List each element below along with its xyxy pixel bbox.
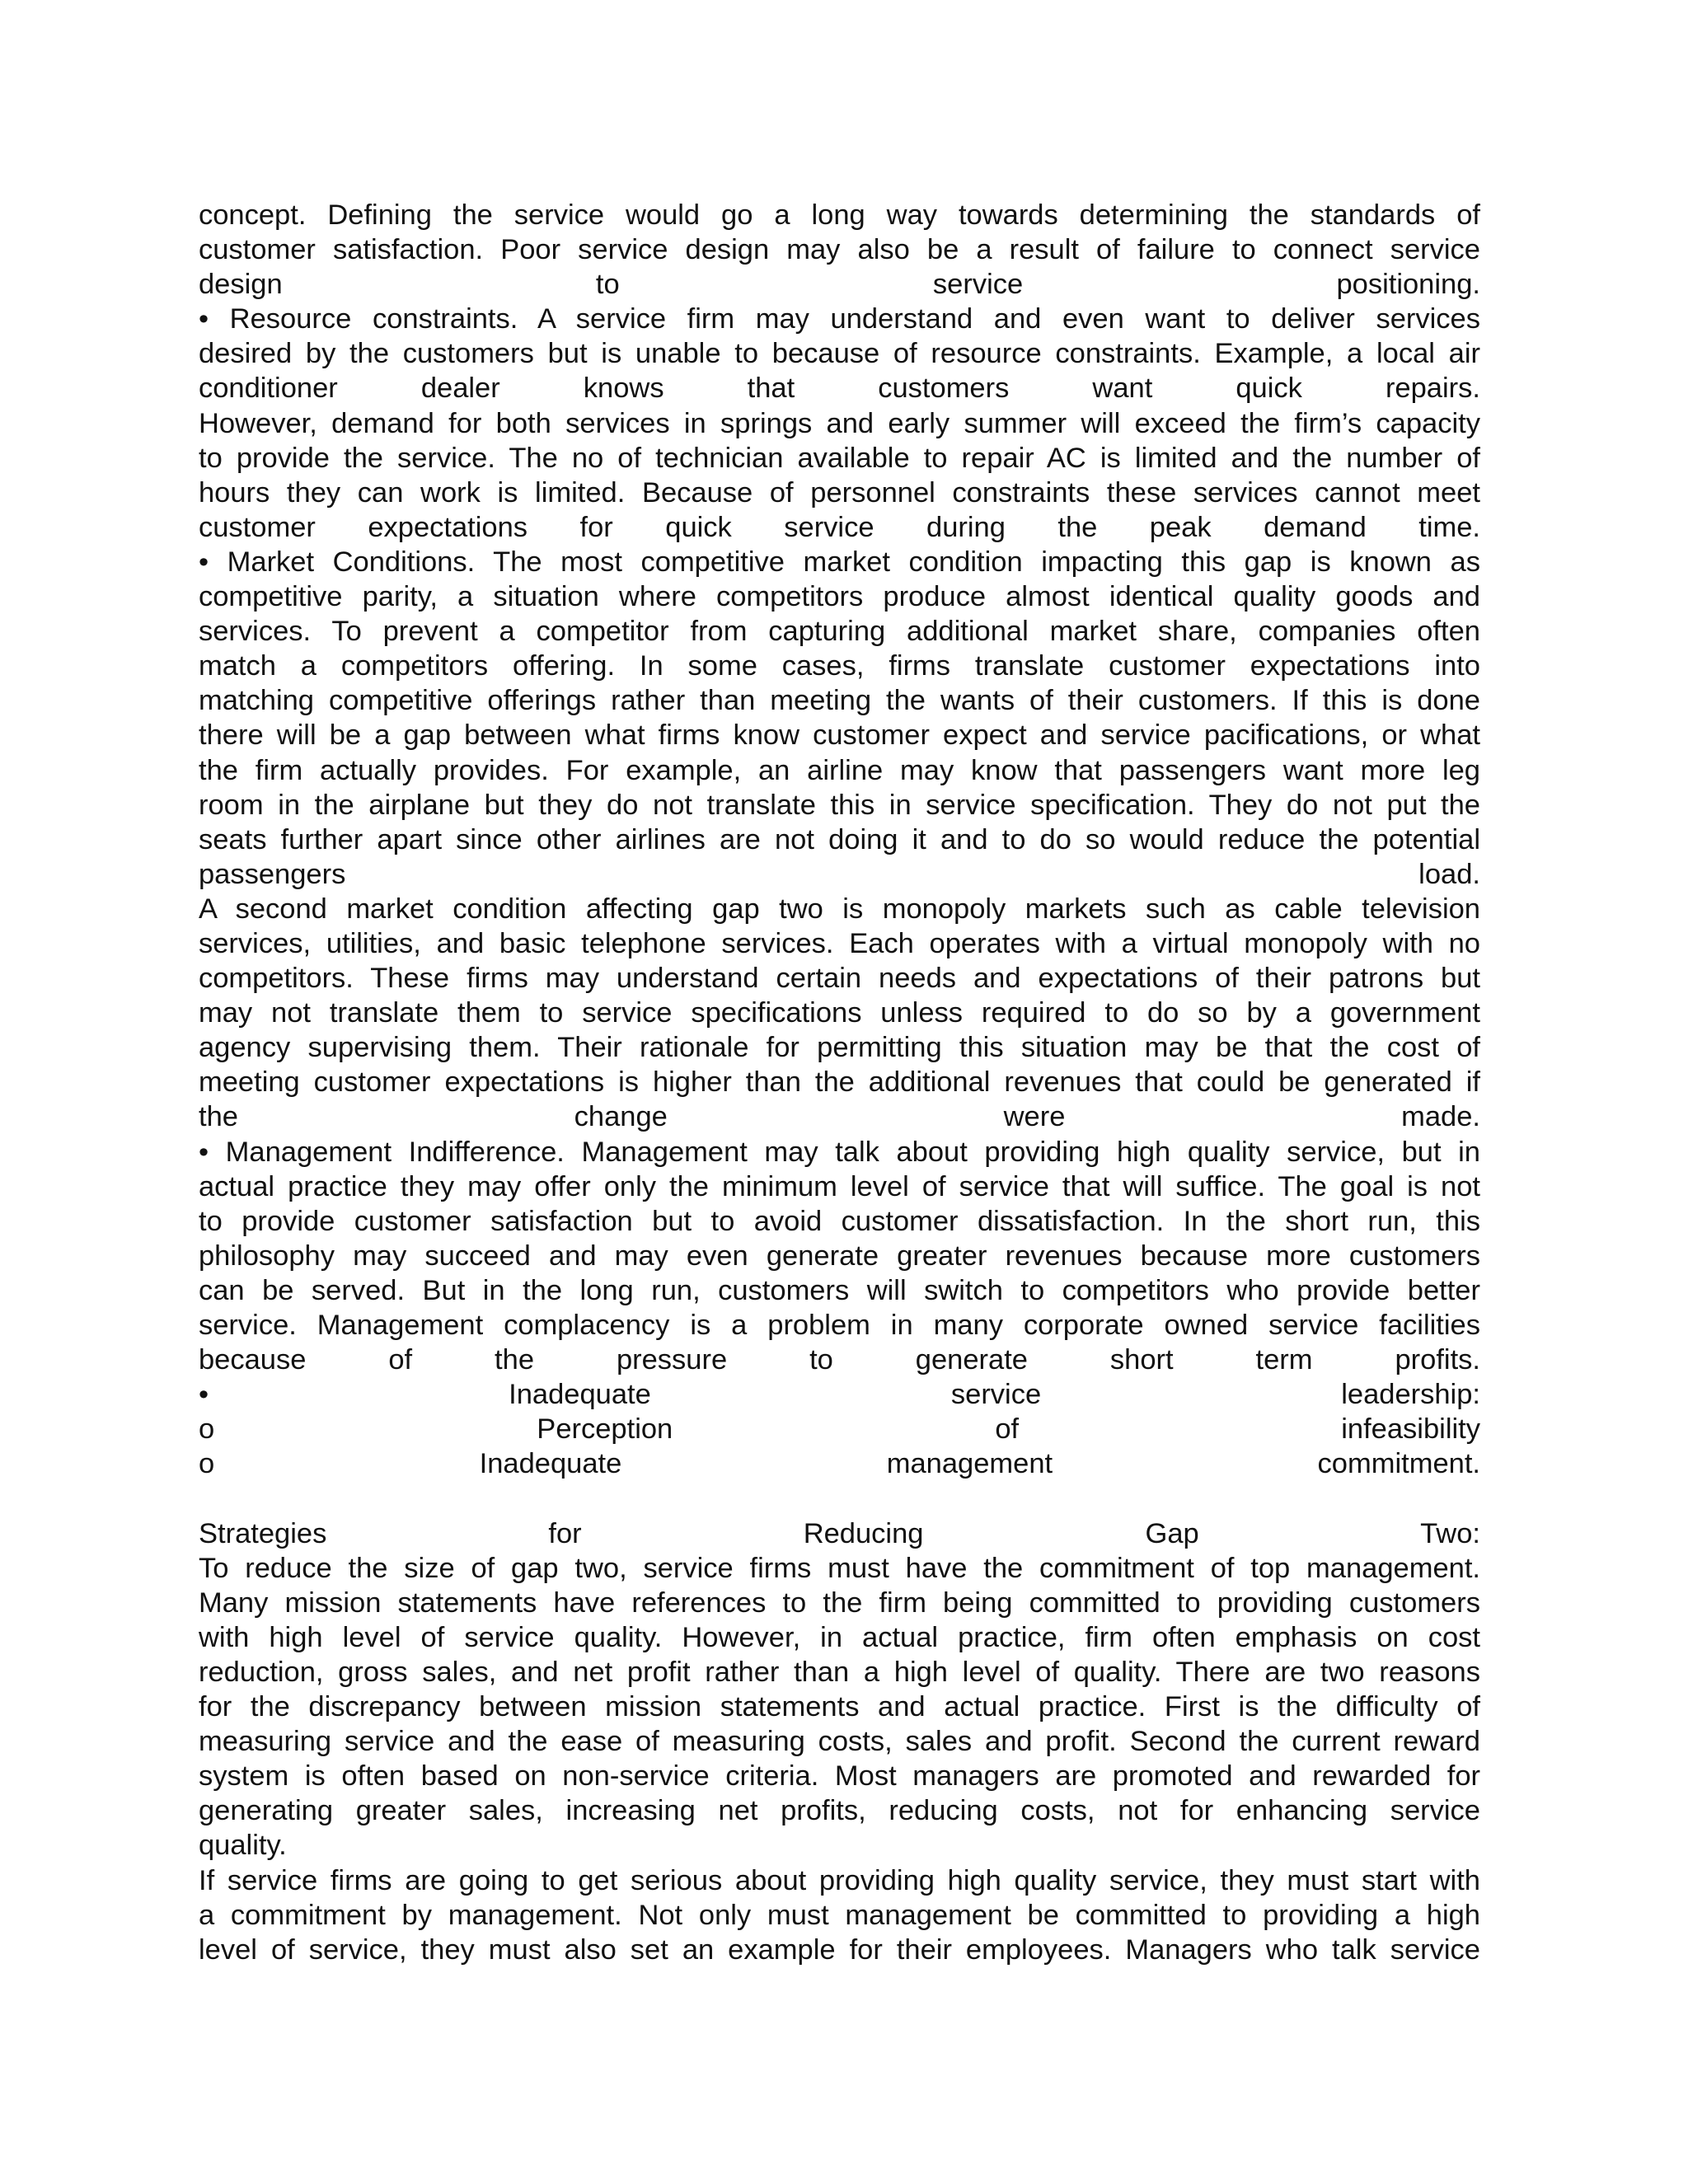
text-line: Strategies for Reducing Gap Two: (199, 1517, 1480, 1549)
text-line: customer expectations for quick service during the peak demand time. (199, 511, 1480, 543)
text-line: • Market Conditions. The most competitive market condition impacting this gap is known as (199, 546, 1480, 578)
text-line: concept. Defining the service would go a long way towards determining the standards of (199, 199, 1480, 231)
text-line: can be served. But in the long run, customers will switch to competitors who provide better (199, 1274, 1480, 1306)
text-line: o Inadequate management commitment. (199, 1448, 1480, 1480)
text-line: services, utilities, and basic telephone services. Each operates with a virtual monopoly with no (199, 927, 1480, 959)
text-line: customer satisfaction. Poor service design may also be a result of failure to connect service (199, 234, 1480, 266)
text-line: • Management Indifference. Management may talk about providing high quality service, but in (199, 1136, 1480, 1168)
text-line: o Perception of infeasibility (199, 1413, 1480, 1446)
text-line: If service firms are going to get serious about providing high quality service, they must start with (199, 1864, 1480, 1896)
text-line: generating greater sales, increasing net profits, reducing costs, not for enhancing service (199, 1795, 1480, 1827)
text-line: A second market condition affecting gap two is monopoly markets such as cable television (199, 893, 1480, 925)
text-line: quality. (199, 1830, 287, 1862)
text-line: for the discrepancy between mission statements and actual practice. First is the difficulty of (199, 1691, 1480, 1723)
document-page (199, 198, 1480, 1967)
text-line: • Resource constraints. A service firm may understand and even want to deliver services (199, 303, 1480, 335)
text-line: the change were made. (199, 1101, 1480, 1133)
blank-line (199, 1481, 1480, 1516)
text-line: conditioner dealer knows that customers want quick repairs. (199, 373, 1480, 405)
text-line: philosophy may succeed and may even generate greater revenues because more customers (199, 1240, 1480, 1272)
text-line: with high level of service quality. However, in actual practice, firm often emphasis on cost (199, 1621, 1480, 1653)
text-line: room in the airplane but they do not translate this in service specification. They do not put the (199, 789, 1480, 821)
text-line: the firm actually provides. For example, an airline may know that passengers want more leg (199, 754, 1480, 786)
text-line: design to service positioning. (199, 269, 1480, 301)
text-line: there will be a gap between what firms know customer expect and service pacifications, or what (199, 719, 1480, 752)
text-line: level of service, they must also set an example for their employees. Managers who talk service (199, 1933, 1480, 1966)
text-line: competitive parity, a situation where competitors produce almost identical quality goods and (199, 581, 1480, 613)
text-line: To reduce the size of gap two, service firms must have the commitment of top management. (199, 1552, 1480, 1584)
text-line: because of the pressure to generate short term profits. (199, 1344, 1480, 1376)
text-line: • Inadequate service leadership: (199, 1379, 1480, 1411)
text-line: a commitment by management. Not only must management be committed to providing a high (199, 1899, 1480, 1931)
text-line: Many mission statements have references to the firm being committed to providing customers (199, 1586, 1480, 1619)
text-line: measuring service and the ease of measuring costs, sales and profit. Second the current reward (199, 1726, 1480, 1758)
text-line: to provide the service. The no of technician available to repair AC is limited and the number of (199, 442, 1480, 474)
text-line: matching competitive offerings rather than meeting the wants of their customers. If this is done (199, 685, 1480, 717)
text-line: reduction, gross sales, and net profit rather than a high level of quality. There are two reasons (199, 1656, 1480, 1688)
text-line: may not translate them to service specifications unless required to do so by a government (199, 997, 1480, 1029)
text-line: services. To prevent a competitor from capturing additional market share, companies often (199, 616, 1480, 648)
text-line: passengers load. (199, 858, 1480, 890)
text-line: match a competitors offering. In some cases, firms translate customer expectations into (199, 650, 1480, 682)
text-line: seats further apart since other airlines are not doing it and to do so would reduce the potential (199, 823, 1480, 855)
text-line: hours they can work is limited. Because of personnel constraints these services cannot meet (199, 476, 1480, 509)
text-line: competitors. These firms may understand certain needs and expectations of their patrons but (199, 963, 1480, 995)
text-line: However, demand for both services in springs and early summer will exceed the firm’s capacity (199, 407, 1480, 439)
text-line: system is often based on non-service criteria. Most managers are promoted and rewarded for (199, 1760, 1480, 1793)
text-line: to provide customer satisfaction but to avoid customer dissatisfaction. In the short run, this (199, 1205, 1480, 1237)
text-line: desired by the customers but is unable to because of resource constraints. Example, a local air (199, 338, 1480, 370)
text-line: actual practice they may offer only the minimum level of service that will suffice. The goal is not (199, 1170, 1480, 1202)
text-line: meeting customer expectations is higher than the additional revenues that could be generated if (199, 1066, 1480, 1099)
text-line: agency supervising them. Their rationale for permitting this situation may be that the cost of (199, 1032, 1480, 1064)
text-line: service. Management complacency is a problem in many corporate owned service facilities (199, 1310, 1480, 1341)
